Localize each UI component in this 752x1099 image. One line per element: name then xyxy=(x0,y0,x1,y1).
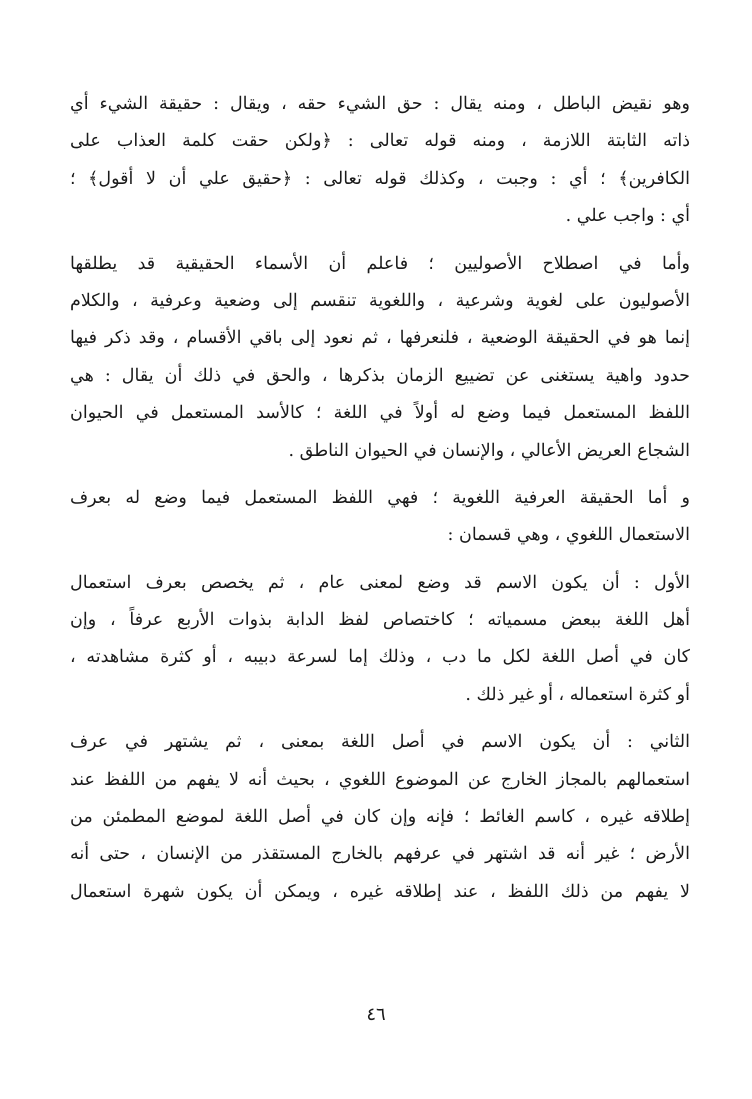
text-line: الكافرين﴾ ؛ أي : وجبت ، وكذلك قوله تعالى : ﴿حقيق علي أن لا أقول﴾ ؛ xyxy=(70,168,690,189)
text-line: أو كثرة استعماله ، أو غير ذلك . xyxy=(465,684,690,705)
text-line: اللفظ المستعمل فيما وضع له أولاً في اللغة ؛ كالأسد المستعمل في الحيوان xyxy=(70,403,690,424)
text-line: لا يفهم من ذلك اللفظ ، عند إطلاقه غيره ، ويمكن أن يكون شهرة استعمال xyxy=(70,881,690,902)
text-line: الأول : أن يكون الاسم قد وضع لمعنى عام ، ثم يخصص بعرف استعمال xyxy=(70,572,690,593)
text-line: و أما الحقيقة العرفية اللغوية ؛ فهي اللفظ المستعمل فيما وضع له بعرف xyxy=(70,487,690,508)
text-line: الأصوليون على لغوية وشرعية ، واللغوية تنقسم إلى وضعية وعرفية ، والكلام xyxy=(70,290,690,311)
text-line: الشجاع العريض الأعالي ، والإنسان في الحيوان الناطق . xyxy=(288,440,690,461)
text-line: الثاني : أن يكون الاسم في أصل اللغة بمعنى ، ثم يشتهر في عرف xyxy=(70,732,690,753)
text-line: الأرض ؛ غير أنه قد اشتهر في عرفهم بالخارج المستقذر من الإنسان ، حتى أنه xyxy=(70,844,690,865)
text-line: إنما هو في الحقيقة الوضعية ، فلنعرفها ، ثم نعود إلى باقي الأقسام ، وقد ذكر فيها xyxy=(70,328,690,349)
text-line: وأما في اصطلاح الأصوليين ؛ فاعلم أن الأسماء الحقيقية قد يطلقها xyxy=(70,253,690,274)
page-number: ٤٦ xyxy=(366,1004,386,1025)
text-line: الاستعمال اللغوي ، وهي قسمان : xyxy=(447,525,690,546)
text-line: وهو نقيض الباطل ، ومنه يقال : حق الشيء حقه ، ويقال : حقيقة الشيء أي xyxy=(70,94,690,114)
text-line: ذاته الثابتة اللازمة ، ومنه قوله تعالى : ﴿ولكن حقت كلمة العذاب على xyxy=(70,131,690,152)
body-text xyxy=(70,86,690,911)
text-line: كان في أصل اللغة لكل ما دب ، وذلك إما لسرعة دبيبه ، أو كثرة مشاهدته ، xyxy=(70,647,690,668)
text-line: حدود واهية يستغنى عن تضييع الزمان بذكرها ، والحق في ذلك أن يقال : هي xyxy=(70,365,690,386)
text-line: أهل اللغة ببعض مسمياته ؛ كاختصاص لفظ الدابة بذوات الأربع عرفاً ، وإن xyxy=(70,610,690,631)
text-line: أي : واجب علي . xyxy=(565,206,690,227)
text-line: استعمالهم بالمجاز الخارج عن الموضوع اللغوي ، بحيث أنه لا يفهم من اللفظ عند xyxy=(70,769,690,790)
text-line: إطلاقه غيره ، كاسم الغائط ؛ فإنه وإن كان في أصل اللغة لموضع المطمئن من xyxy=(70,807,690,828)
